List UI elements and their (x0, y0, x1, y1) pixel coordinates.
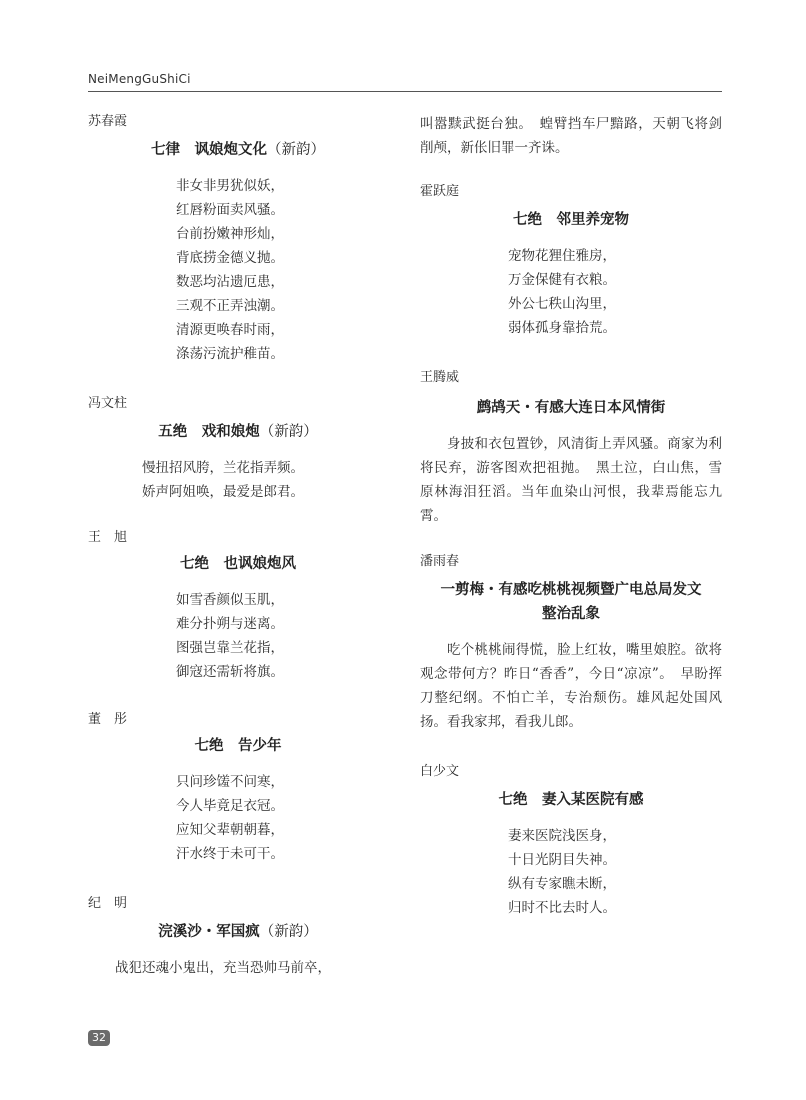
right-column (420, 112, 722, 920)
header-rule (88, 91, 722, 92)
verse-line: 数恶均沾遗厄患， (176, 274, 284, 290)
author-name: 冯文柱 (88, 396, 128, 411)
verse-line: 纵有专家瞧未断， (508, 876, 616, 892)
poem-title: 七绝 邻里养宠物 (513, 212, 629, 228)
verse-line: 慢扭招风胯，兰花指弄频。 (142, 460, 304, 476)
poem-title-text: 七律 讽娘炮文化 (151, 142, 267, 158)
poem-body (88, 770, 388, 866)
ci-text-continued: 叫嚣黩武挺台独。 蝗臂挡车尸黯路，天朝飞将剑削颅，新伥旧罪一齐诛。 (420, 116, 722, 156)
author-name: 纪 明 (88, 896, 128, 911)
poem-body (420, 244, 722, 340)
author-name: 白少文 (420, 764, 460, 779)
verse-line: 台前扮嫩神形灿， (176, 226, 284, 242)
verse-line: 御寇还需斩将旗。 (176, 664, 284, 680)
author-name: 王 旭 (88, 530, 128, 545)
poem-title-line: 整治乱象 (542, 606, 600, 622)
poem-body (88, 174, 388, 366)
verse-line: 今人毕竟足衣冠。 (176, 798, 284, 814)
running-header: NeiMengGuShiCi (88, 72, 191, 86)
author-name: 苏春霞 (88, 114, 128, 129)
verse-line: 如雪香颜似玉肌， (176, 592, 284, 608)
verse-line: 红唇粉面卖风骚。 (176, 202, 284, 218)
poem-title (88, 920, 388, 944)
verse-line: 万金保健有衣粮。 (508, 272, 616, 288)
verse-line: 图强岂靠兰花指， (176, 640, 284, 656)
verse-line: 宠物花狸住雅房， (508, 248, 616, 264)
verse-line: 应知父辈朝朝暮， (176, 822, 284, 838)
poem-title: 七绝 告少年 (194, 738, 282, 754)
poem-title (88, 138, 388, 162)
poem-title-text: 浣溪沙・军国疯 (158, 924, 260, 940)
poem-title-note: （新韵） (267, 142, 325, 158)
verse-line: 十日光阴目失神。 (508, 852, 616, 868)
verse-line: 三观不正弄浊潮。 (176, 298, 284, 314)
verse-line: 难分扑朔与迷离。 (176, 616, 284, 632)
poem-body (88, 588, 388, 684)
verse-line: 汗水终于未可干。 (176, 846, 284, 862)
verse-line: 妻来医院浅医身， (508, 828, 616, 844)
poem-title (420, 578, 722, 626)
page-number: 32 (88, 1030, 110, 1046)
verse-line: 清源更唤春时雨， (176, 322, 284, 338)
author-name: 霍跃庭 (420, 184, 460, 199)
poem-body (420, 824, 722, 920)
poem-title-text: 五绝 戏和娘炮 (158, 424, 260, 440)
author-name: 潘雨春 (420, 554, 460, 569)
ci-text: 战犯还魂小鬼出，充当恐帅马前卒， (115, 960, 331, 976)
poem-title-note: （新韵） (259, 424, 318, 440)
verse-line: 只问珍馐不问寒， (176, 774, 284, 790)
verse-line: 背底捞金德义抛。 (176, 250, 284, 266)
poem-title-line: 一剪梅・有感吃桃桃视频暨广电总局发文 (440, 582, 702, 598)
poem-title-note: （新韵） (259, 924, 318, 940)
author-name: 董 彤 (88, 712, 128, 727)
poem-body (88, 456, 388, 504)
ci-text: 吃个桃桃闹得慌，脸上红妆，嘴里娘腔。欲将观念带何方？昨日“香香”，今日“凉凉”。 早盼挥刀整纪纲。不怕亡羊，专治颓伤。雄风起处国风扬。看我家邦，看我儿郎。 (420, 642, 722, 730)
left-column (88, 112, 388, 980)
poem-title: 七绝 也讽娘炮风 (180, 556, 296, 572)
verse-line: 非女非男犹似妖， (176, 178, 284, 194)
verse-line: 归时不比去时人。 (508, 900, 616, 916)
poem-title: 鹧鸪天・有感大连日本风情街 (476, 400, 666, 416)
verse-line: 外公七秩山沟里， (508, 296, 616, 312)
author-name: 王腾威 (420, 370, 460, 385)
poem-title: 七绝 妻入某医院有感 (498, 792, 644, 808)
poem-title (88, 420, 388, 444)
verse-line: 娇声阿姐唤，最爱是郎君。 (142, 484, 304, 500)
verse-line: 弱体孤身靠拾荒。 (508, 320, 616, 336)
verse-line: 涤荡污流护稚苗。 (176, 346, 284, 362)
ci-text: 身披和衣包置钞，风清街上弄风骚。商家为利将民弃，游客图欢把祖抛。 黑土泣，白山焦，雪原林海泪狂滔。当年血染山河恨，我辈焉能忘九霄。 (420, 436, 722, 524)
